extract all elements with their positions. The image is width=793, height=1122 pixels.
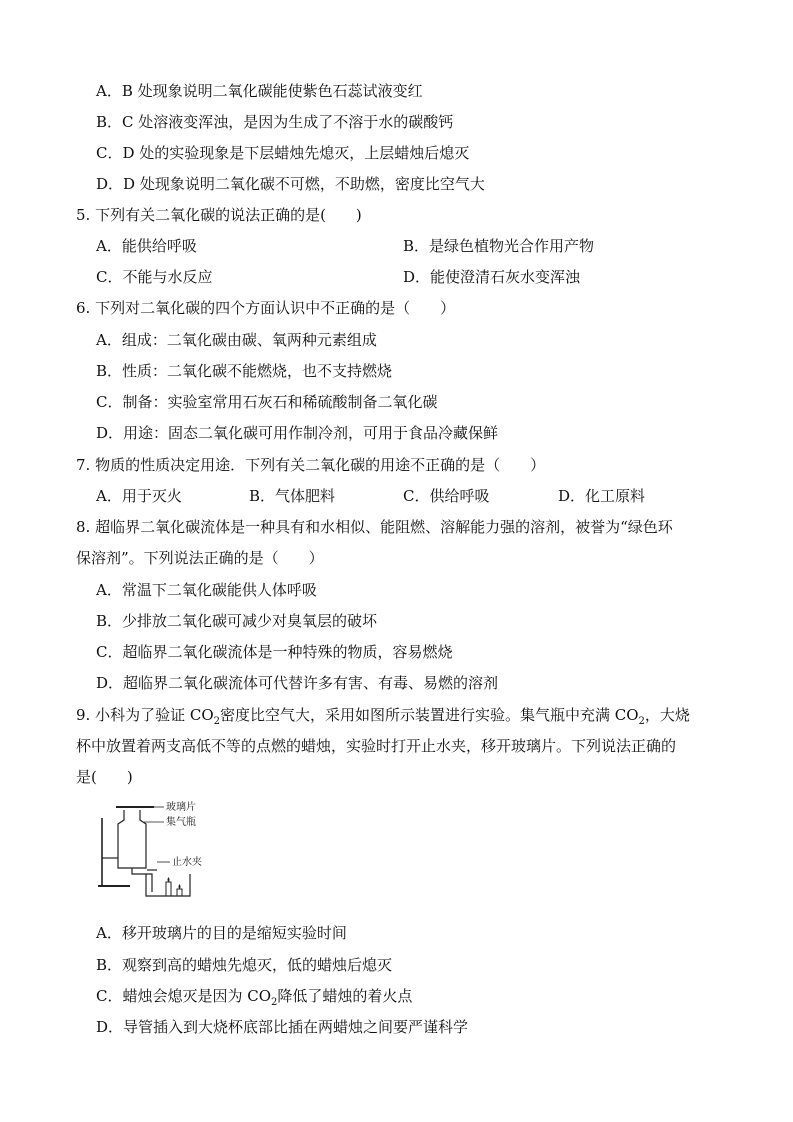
q9-stem-line3: 是( ) [76,768,133,786]
q4-option-d: D．D 处现象说明二氧化碳不可燃，不助燃，密度比空气大 [96,175,485,193]
q5-option-b: B．是绿色植物光合作用产物 [403,237,595,255]
co2-subscript: 2 [271,997,278,1008]
q9-option-b: B．观察到高的蜡烛先熄灭，低的蜡烛后熄灭 [96,956,393,974]
q6-option-d: D．用途：固态二氧化碳可用作制冷剂，可用于食品冷藏保鲜 [96,424,499,442]
q5-stem: 5. 下列有关二氧化碳的说法正确的是( ) [76,206,362,224]
q7-option-a: A．用于灭火 [96,487,182,505]
q8-stem-line2: 保溶剂”。下列说法正确的是（ ） [76,549,324,567]
q8-option-b: B．少排放二氧化碳可减少对臭氧层的破坏 [96,612,378,630]
q5-option-d: D．能使澄清石灰水变浑浊 [403,268,581,286]
q7-stem: 7. 物质的性质决定用途．下列有关二氧化碳的用途不正确的是（ ） [76,456,546,474]
q4-option-b: B．C 处溶液变浑浊，是因为生成了不溶于水的碳酸钙 [96,113,454,131]
q4-option-a: A．B 处现象说明二氧化碳能使紫色石蕊试液变红 [96,82,423,100]
q8-option-c: C．超临界二氧化碳流体是一种特殊的物质，容易燃烧 [96,643,453,661]
q8-option-a: A．常温下二氧化碳能供人体呼吸 [96,581,317,599]
q6-stem: 6. 下列对二氧化碳的四个方面认识中不正确的是（ ） [76,299,456,317]
tall-candle [166,882,171,896]
q5-option-a: A．能供给呼吸 [96,237,197,255]
q9-option-d: D．导管插入到大烧杯底部比插在两蜡烛之间要严谨科学 [96,1018,469,1036]
short-candle [177,889,182,896]
q8-stem-line1: 8. 超临界二氧化碳流体是一种具有和水相似、能阻燃、溶解能力强的溶剂，被誉为“绿色环 [76,518,673,536]
q9-option-c-part-1: C．蜡烛会熄灭是因为 CO [96,987,272,1005]
short-candle-flame [179,884,181,889]
q9-stem-part-1: 9. 小科为了验证 CO [76,706,214,724]
q9-option-c-part-2: 降低了蜡烛的着火点 [277,987,413,1005]
q7-option-b: B．气体肥料 [249,487,336,505]
q8-option-d: D．超临界二氧化碳流体可代替许多有害、有毒、易燃的溶剂 [96,674,499,692]
beaker [146,874,190,896]
label-glass-plate: 玻璃片 [166,802,196,813]
label-gas-bottle: 集气瓶 [166,817,196,828]
co2-subscript: 2 [638,716,645,727]
label-stopcock: 止水夹 [172,857,202,868]
q7-option-d: D．化工原料 [558,487,646,505]
q9-stem-part-3: ，大烧 [644,706,690,724]
apparatus-figure [96,798,226,898]
q9-option-a: A．移开玻璃片的目的是缩短实验时间 [96,924,347,942]
tall-candle-flame [168,877,170,882]
q9-stem-part-2: 密度比空气大，采用如图所示装置进行实验。集气瓶中充满 CO [220,706,639,724]
gas-bottle [118,810,146,868]
q7-option-c: C．供给呼吸 [403,487,490,505]
q6-option-c: C．制备：实验室常用石灰石和稀硫酸制备二氧化碳 [96,393,438,411]
q6-option-b: B．性质：二氧化碳不能燃烧，也不支持燃烧 [96,362,393,380]
co2-subscript: 2 [213,716,220,727]
q9-stem-line2: 杯中放置着两支高低不等的点燃的蜡烛，实验时打开止水夹，移开玻璃片。下列说法正确的 [76,737,677,755]
q9-stem-line1 [76,704,690,733]
q6-option-a: A．组成：二氧化碳由碳、氧两种元素组成 [96,331,377,349]
q4-option-c: C．D 处的实验现象是下层蜡烛先熄灭，上层蜡烛后熄灭 [96,144,470,162]
q9-option-c [96,985,412,1014]
q5-option-c: C．不能与水反应 [96,268,213,286]
delivery-tube [132,868,152,892]
